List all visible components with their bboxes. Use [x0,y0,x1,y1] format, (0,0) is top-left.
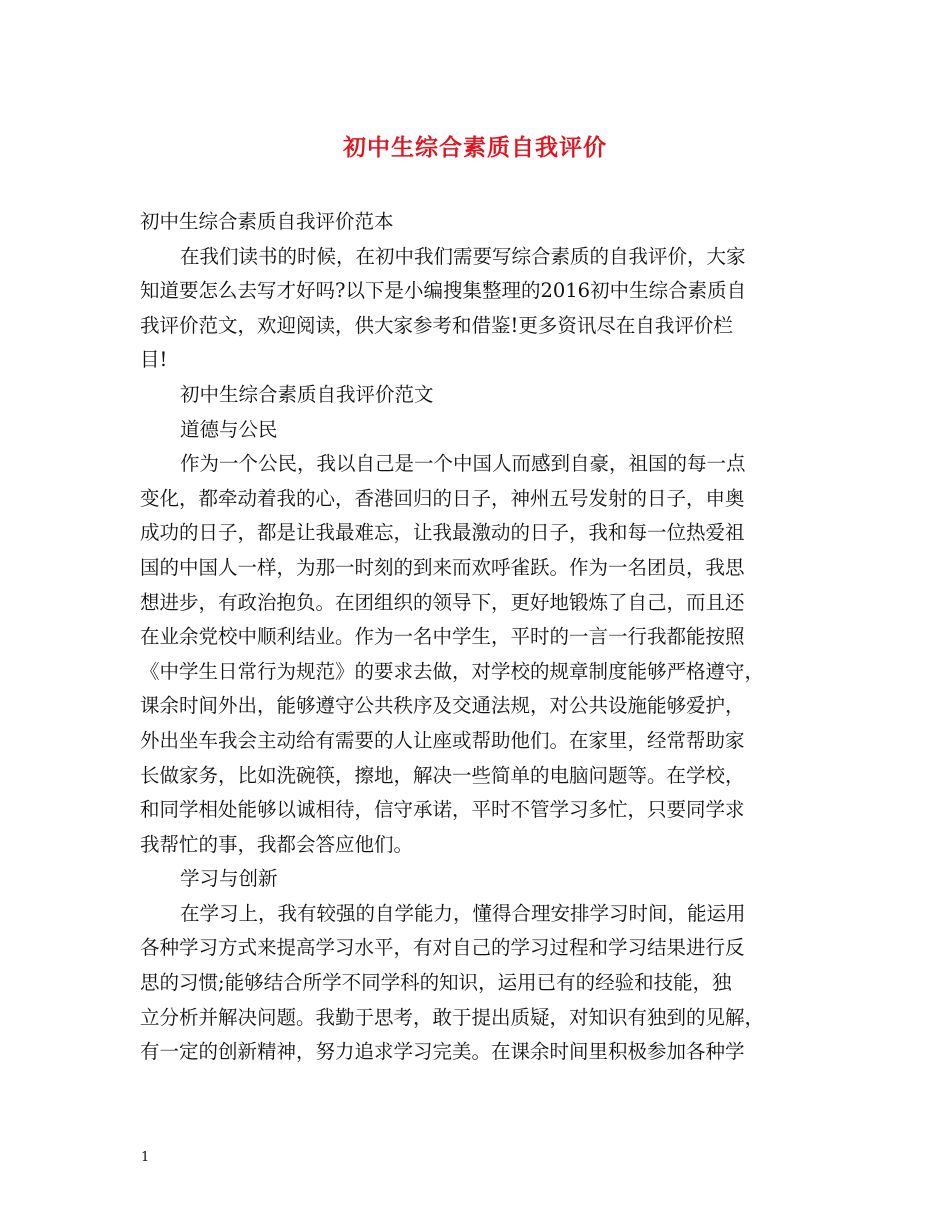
body-line: 课余时间外出，能够遵守公共秩序及交通法规，对公共设施能够爱护， [140,694,745,718]
section-heading: 初中生综合素质自我评价范文 [180,382,434,406]
body-line: 我帮忙的事，我都会答应他们。 [140,832,414,856]
document-body [140,205,822,1070]
section-heading: 学习与创新 [180,867,278,891]
body-line: 知道要怎么去写才好吗?以下是小编搜集整理的2016初中生综合素质自 [140,279,747,303]
body-line: 目! [140,348,168,372]
body-line: 在业余党校中顺利结业。作为一名中学生，平时的一言一行我都能按照 [140,625,745,649]
body-line: 外出坐车我会主动给有需要的人让座或帮助他们。在家里，经常帮助家 [140,728,745,752]
body-line: 有一定的创新精神，努力追求学习完美。在课余时间里积极参加各种学 [140,1040,745,1064]
document-title: 初中生综合素质自我评价 [343,134,607,161]
body-line: 《中学生日常行为规范》的要求去做，对学校的规章制度能够严格遵守， [140,659,765,683]
body-line: 成功的日子，都是让我最难忘，让我最激动的日子，我和每一位热爱祖 [140,521,745,545]
body-line: 长做家务，比如洗碗筷，擦地，解决一些简单的电脑问题等。在学校， [140,763,745,787]
body-line: 变化，都牵动着我的心，香港回归的日子，神州五号发射的日子，申奥 [140,486,745,510]
body-line: 思的习惯;能够结合所学不同学科的知识，运用已有的经验和技能，独 [140,971,732,995]
body-line: 作为一个公民，我以自己是一个中国人而感到自豪，祖国的每一点 [180,452,746,476]
section-heading: 道德与公民 [180,417,278,441]
body-line: 想进步，有政治抱负。在团组织的领导下，更好地锻炼了自己，而且还 [140,590,745,614]
page-number: 1 [141,1150,150,1165]
body-line: 在学习上，我有较强的自学能力，懂得合理安排学习时间，能运用 [180,901,746,925]
body-line: 初中生综合素质自我评价范本 [140,210,394,233]
body-line: 我评价范文，欢迎阅读，供大家参考和借鉴!更多资讯尽在自我评价栏 [140,313,733,337]
body-line: 在我们读书的时候，在初中我们需要写综合素质的自我评价，大家 [180,244,746,268]
body-line: 国的中国人一样，为那一时刻的到来而欢呼雀跃。作为一名团员，我思 [140,555,745,579]
body-line: 和同学相处能够以诚相待，信守承诺，平时不管学习多忙，只要同学求 [140,798,745,822]
body-line: 立分析并解决问题。我勤于思考，敢于提出质疑，对知识有独到的见解， [140,1005,765,1029]
body-line: 各种学习方式来提高学习水平，有对自己的学习过程和学习结果进行反 [140,936,745,960]
